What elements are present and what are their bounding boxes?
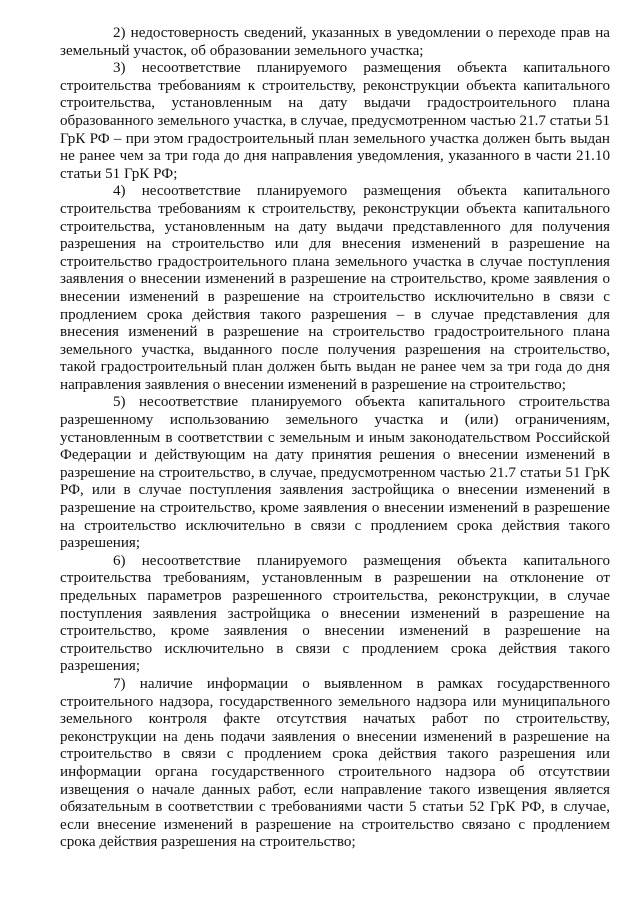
paragraph-item-4: 4) несоответствие планируемого размещения объекта капитального строительства требованиям к строительству, реконструкции объекта капитального строительства, установленным на дату выдачи представленного для получения разрешения на строительство или для внесения изменений в разрешение на строительство градостроительного плана земельного участка в случае поступления заявления о внесении изменений в разрешение на строительство, кроме заявления о внесении изменений в разрешение на строительство исключительно в связи с продлением срока действия такого разрешения – в случае представления для внесения изменений в разрешение на строительство градостроительного плана земельного участка, выданного после получения разрешения на строительство, такой градостроительный план должен быть выдан не ранее чем за три года до дня направления заявления о внесении изменений в разрешение на строительство; bbox=[60, 183, 610, 393]
paragraph-item-2: 2) недостоверность сведений, указанных в уведомлении о переходе прав на земельный участок, об образовании земельного участка; bbox=[60, 25, 610, 59]
paragraph-item-6: 6) несоответствие планируемого размещения объекта капитального строительства требованиям, установленным в разрешении на отклонение от предельных параметров разрешенного строительства, реконструкции, в случае поступления заявления застройщика о внесении изменений в разрешение на строительство, кроме заявления о внесении изменений в разрешение на строительство исключительно в связи с продлением срока действия такого разрешения; bbox=[60, 552, 610, 675]
paragraph-item-3: 3) несоответствие планируемого размещения объекта капитального строительства требованиям к строительству, реконструкции объекта капитального строительства, установленным на дату выдачи градостроительного плана образованного земельного участка, в случае, предусмотренном частью 21.7 статьи 51 ГрК РФ – при этом градостроительный план земельного участка должен быть выдан не ранее чем за три года до дня направления уведомления, указанного в части 21.10 статьи 51 ГрК РФ; bbox=[60, 60, 610, 182]
paragraph-item-7: 7) наличие информации о выявленном в рамках государственного строительного надзора, государственного земельного надзора или муниципального земельного контроля факте отсутствия начатых работ по строительству, реконструкции на день подачи заявления о внесении изменений в разрешение на строительство в связи с продлением срока действия такого разрешения или информации органа государственного строительного надзора об отсутствии извещения о начале данных работ, если направление такого извещения является обязательным в соответствии с требованиями части 5 статьи 52 ГрК РФ, в случае, если внесение изменений в разрешение на строительство связано с продлением срока действия разрешения на строительство; bbox=[60, 675, 610, 851]
document-page bbox=[60, 25, 610, 852]
paragraph-item-5: 5) несоответствие планируемого объекта капитального строительства разрешенному использованию земельного участка и (или) ограничениям, установленным в соответствии с земельным и иным законодательством Российской Федерации и действующим на дату принятия решения о внесении изменений в разрешение на строительство, в случае, предусмотренном частью 21.7 статьи 51 ГрК РФ, или в случае поступления заявления застройщика о внесении изменений в разрешение на строительство, кроме заявления о внесении изменений в разрешение на строительство исключительно в связи с продлением срока действия такого разрешения; bbox=[60, 394, 610, 552]
